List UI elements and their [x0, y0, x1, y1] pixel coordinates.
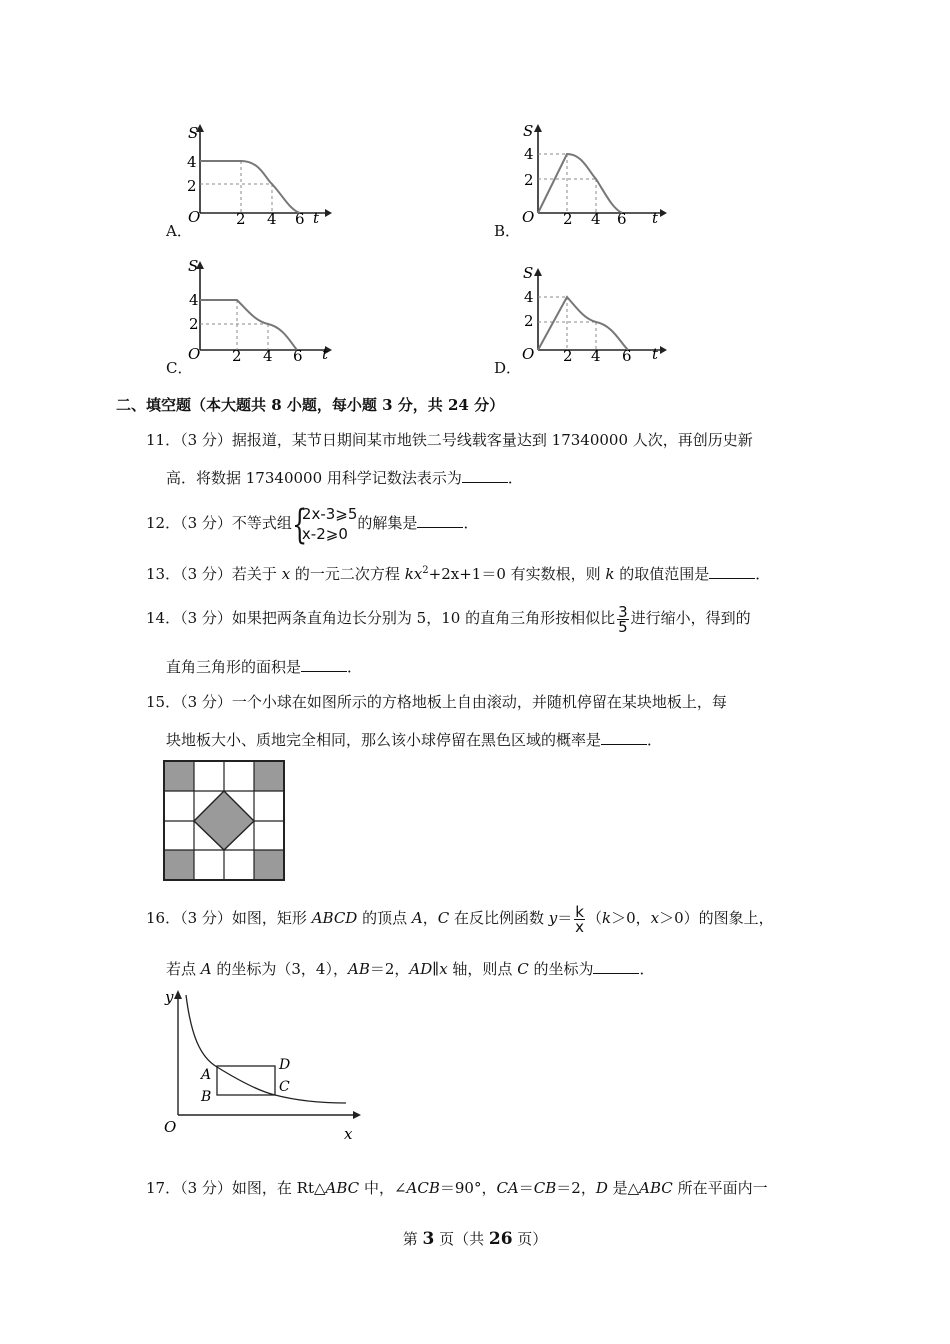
svg-text:t: t: [652, 209, 659, 227]
option-a-label: A．: [166, 222, 192, 240]
svg-text:2: 2: [232, 347, 242, 365]
axis-label-y: y: [165, 988, 174, 1006]
question-17: 17．（3 分）如图，在 Rt△ABC 中，∠ACB＝90°，CA＝CB＝2，D 是△ABC 所在平面内一: [146, 1179, 768, 1197]
svg-text:6: 6: [293, 347, 303, 365]
svg-text:2: 2: [563, 210, 573, 228]
svg-text:2: 2: [524, 171, 534, 189]
svg-text:4: 4: [189, 291, 199, 309]
question-11: 11．（3 分）据报道，某节日期间某市地铁二号线载客量达到 17340000 人次，再创历史新: [146, 431, 753, 449]
svg-text:4: 4: [591, 347, 601, 365]
axis-label-t: t: [313, 209, 320, 227]
answer-blank: [709, 564, 755, 579]
axis-label-x: x: [344, 1125, 353, 1143]
answer-blank: [417, 513, 463, 528]
point-label-d: D: [279, 1057, 291, 1073]
question-16: 16．（3 分）如图，矩形 ABCD 的顶点 A，C 在反比例函数 y＝ $\frac{k}{x}$ （k＞0，x＞0）的图象上，: [146, 902, 774, 936]
svg-text:S: S: [523, 264, 534, 282]
svg-text:4: 4: [263, 347, 273, 365]
svg-text:S: S: [523, 122, 534, 140]
graph-option-d: [520, 262, 670, 372]
question-16-line2: 若点 A 的坐标为（3，4），AB＝2，AD∥x 轴，则点 C 的坐标为 ．: [166, 960, 655, 978]
graph-option-a: [185, 118, 335, 228]
inequality-system: { 2x-3⩾5 x-2⩾0: [291, 502, 358, 548]
graph-option-b: [520, 118, 670, 228]
point-label-b: B: [201, 1089, 212, 1105]
question-13: 13．（3 分）若关于 x 的一元二次方程 $kx^2+2x+1=0$ 有实数根，则 k 的取值范围是 ．: [146, 565, 771, 583]
page-number: 3: [422, 1229, 435, 1249]
answer-blank: [601, 730, 647, 745]
tile-floor-figure: [163, 760, 287, 882]
svg-text:4: 4: [524, 145, 534, 163]
svg-text:4: 4: [187, 153, 197, 171]
answer-blank: [593, 959, 639, 974]
graph-option-c: [185, 255, 335, 365]
point-label-c: C: [279, 1079, 290, 1095]
fraction-k-x: $\frac{k}{x}$: [575, 902, 585, 936]
hyperbola-rectangle-figure: [158, 985, 363, 1145]
svg-text:6: 6: [622, 347, 632, 365]
axis-label-s: S: [188, 124, 199, 142]
svg-text:2: 2: [236, 210, 246, 228]
axis-label-o: O: [188, 208, 201, 226]
svg-text:4: 4: [524, 288, 534, 306]
section-heading: 二、填空题（本大题共 8 小题，每小题 3 分，共 24 分）: [116, 396, 505, 414]
option-c-label: C．: [166, 359, 193, 377]
axis-label-o: O: [164, 1118, 177, 1136]
question-14-line2: 直角三角形的面积是 ．: [166, 658, 363, 676]
page-footer: 第 3 页（共 26 页）: [402, 1229, 548, 1249]
answer-blank: [301, 657, 347, 672]
fraction-3-5: $\frac{3}{5}$: [618, 602, 628, 636]
page-total: 26: [488, 1229, 513, 1249]
question-15: 15．（3 分）一个小球在如图所示的方格地板上自由滚动，并随机停留在某块地板上，每: [146, 693, 727, 711]
svg-text:2: 2: [524, 312, 534, 330]
svg-text:t: t: [322, 345, 329, 363]
svg-text:2: 2: [563, 347, 573, 365]
svg-text:O: O: [522, 345, 535, 363]
svg-text:2: 2: [189, 315, 199, 333]
option-b-label: B．: [494, 222, 521, 240]
svg-text:S: S: [188, 257, 199, 275]
svg-text:2: 2: [187, 177, 197, 195]
svg-text:6: 6: [295, 210, 305, 228]
question-14: 14．（3 分）如果把两条直角边长分别为 5，10 的直角三角形按相似比 $\frac{3}{5}$ 进行缩小，得到的: [146, 602, 751, 636]
svg-text:t: t: [652, 345, 659, 363]
point-label-a: A: [201, 1067, 212, 1083]
answer-blank: [462, 468, 508, 483]
question-11-line2: 高．将数据 17340000 用科学记数法表示为 ．: [166, 469, 523, 487]
svg-text:4: 4: [267, 210, 277, 228]
svg-text:4: 4: [591, 210, 601, 228]
svg-text:O: O: [522, 208, 535, 226]
option-d-label: D．: [494, 359, 522, 377]
question-15-line2: 块地板大小、质地完全相同，那么该小球停留在黑色区域的概率是 ．: [166, 731, 663, 749]
svg-text:6: 6: [617, 210, 627, 228]
question-12: 12．（3 分）不等式组 { 2x-3⩾5 x-2⩾0 的解集是 ．: [146, 502, 479, 548]
svg-text:O: O: [188, 345, 201, 363]
